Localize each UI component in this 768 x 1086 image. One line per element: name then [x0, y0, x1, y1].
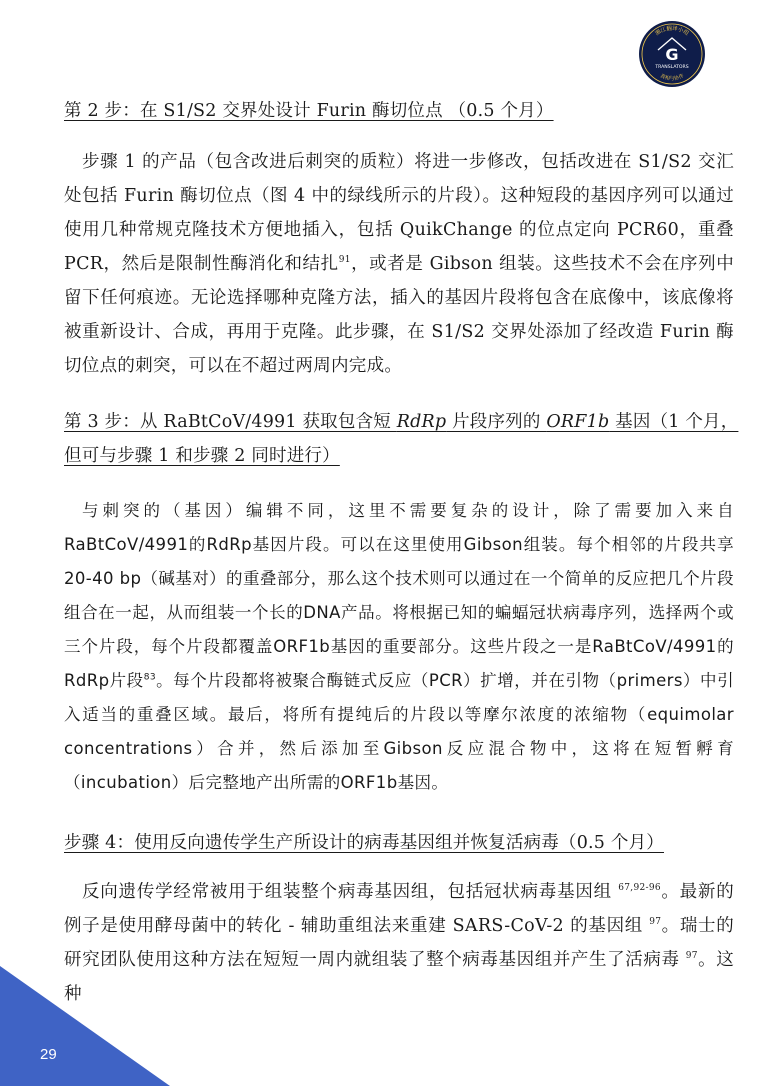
step2-heading [64, 94, 744, 128]
logo-top-text: 湘江翻译小组 [654, 25, 690, 38]
step3-title [64, 412, 738, 466]
step4-text-c: 。瑞士的研究团队使用这种方法在短短一周内就组装了整个病毒基因组并产生了活病毒 [64, 916, 734, 970]
corner-triangle-decoration [0, 966, 170, 1086]
logo-mark: G [665, 45, 679, 64]
translators-logo-icon [638, 20, 706, 88]
logo-bottom-text: 真相与协作 [659, 73, 685, 82]
step4-text-a: 反向遗传学经常被用于组装整个病毒基因组，包括冠状病毒基因组 [82, 882, 619, 902]
step3-paragraph [64, 494, 734, 800]
step3-title-orf1b: ORF1b [546, 412, 610, 432]
step2-text-a: 步骤 1 的产品（包含改进后刺突的质粒）将进一步修改，包括改进在 S1/S2 交汇处包括 Furin 酶切位点（图 4 中的绿线所示的片段）。这种短段的基因序列可以通过使用几种常规克隆技术方便地插入，包括 QuikChange 的位点定向 PCR60，重叠 PCR，然后是限制性酶消化和结扎 [64, 152, 734, 274]
citation-ref: 91 [338, 255, 351, 266]
step3-title-b: 片段序列的 [446, 412, 547, 432]
page-number: 29 [40, 1046, 57, 1063]
step4-title: 步骤 4：使用反向遗传学生产所设计的病毒基因组并恢复活病毒（0.5 个月） [64, 833, 664, 853]
step4-text-b: 。最新的例子是使用酵母菌中的转化 - 辅助重组法来重建 SARS-CoV-2 的基因组 [64, 882, 734, 936]
logo-name: TRANSLATORS [655, 65, 689, 70]
step4-heading [64, 826, 744, 860]
step2-paragraph [64, 145, 734, 383]
step3-title-rdrp: RdRp [396, 412, 447, 432]
step3-title-a: 第 3 步：从 RaBtCoV/4991 获取包含短 [64, 412, 397, 432]
step3-text-a: 与刺突的（基因）编辑不同，这里不需要复杂的设计，除了需要加入来自RaBtCoV/4991的RdRp基因片段。可以在这里使用Gibson组装。每个相邻的片段共享20-40 bp（碱基对）的重叠部分，那么这个技术则可以通过在一个简单的反应把几个片段组合在一起，从而组装一个长的DNA产品。将根据已知的蝙蝠冠状病毒序列，选择两个或三个片段，每个片段都覆盖ORF1b基因的重要部分。这些片段之一是RaBtCoV/4991的RdRp片段 [64, 501, 734, 690]
citation-ref: 97 [649, 917, 662, 928]
step3-title-c: 基因（1 个月，但可与步骤 1 和步骤 2 同时进行） [64, 412, 739, 466]
step3-heading [64, 405, 744, 473]
step2-title: 第 2 步：在 S1/S2 交界处设计 Furin 酶切位点 （0.5 个月） [64, 101, 554, 121]
step4-text-d: 。这种 [64, 950, 734, 1004]
citation-ref: 97 [685, 951, 698, 962]
step2-text-b: ，或者是 Gibson 组装。这些技术不会在序列中留下任何痕迹。无论选择哪种克隆方法，插入的基因片段将包含在底像中，该底像将被重新设计、合成，再用于克隆。此步骤，在 S1/S2 交界处添加了经改造 Furin 酶切位点的刺突，可以在不超过两周内完成。 [64, 254, 734, 376]
citation-ref: 83 [143, 672, 156, 683]
citation-ref: 67,92-96 [618, 883, 661, 894]
step3-text-b: 。每个片段都将被聚合酶链式反应（PCR）扩增，并在引物（primers）中引入适当的重叠区域。最后，将所有提纯后的片段以等摩尔浓度的浓缩物（equimolar concentrations）合并，然后添加至Gibson反应混合物中，这将在短暂孵育（incubation）后完整地产出所需的ORF1b基因。 [64, 671, 734, 792]
